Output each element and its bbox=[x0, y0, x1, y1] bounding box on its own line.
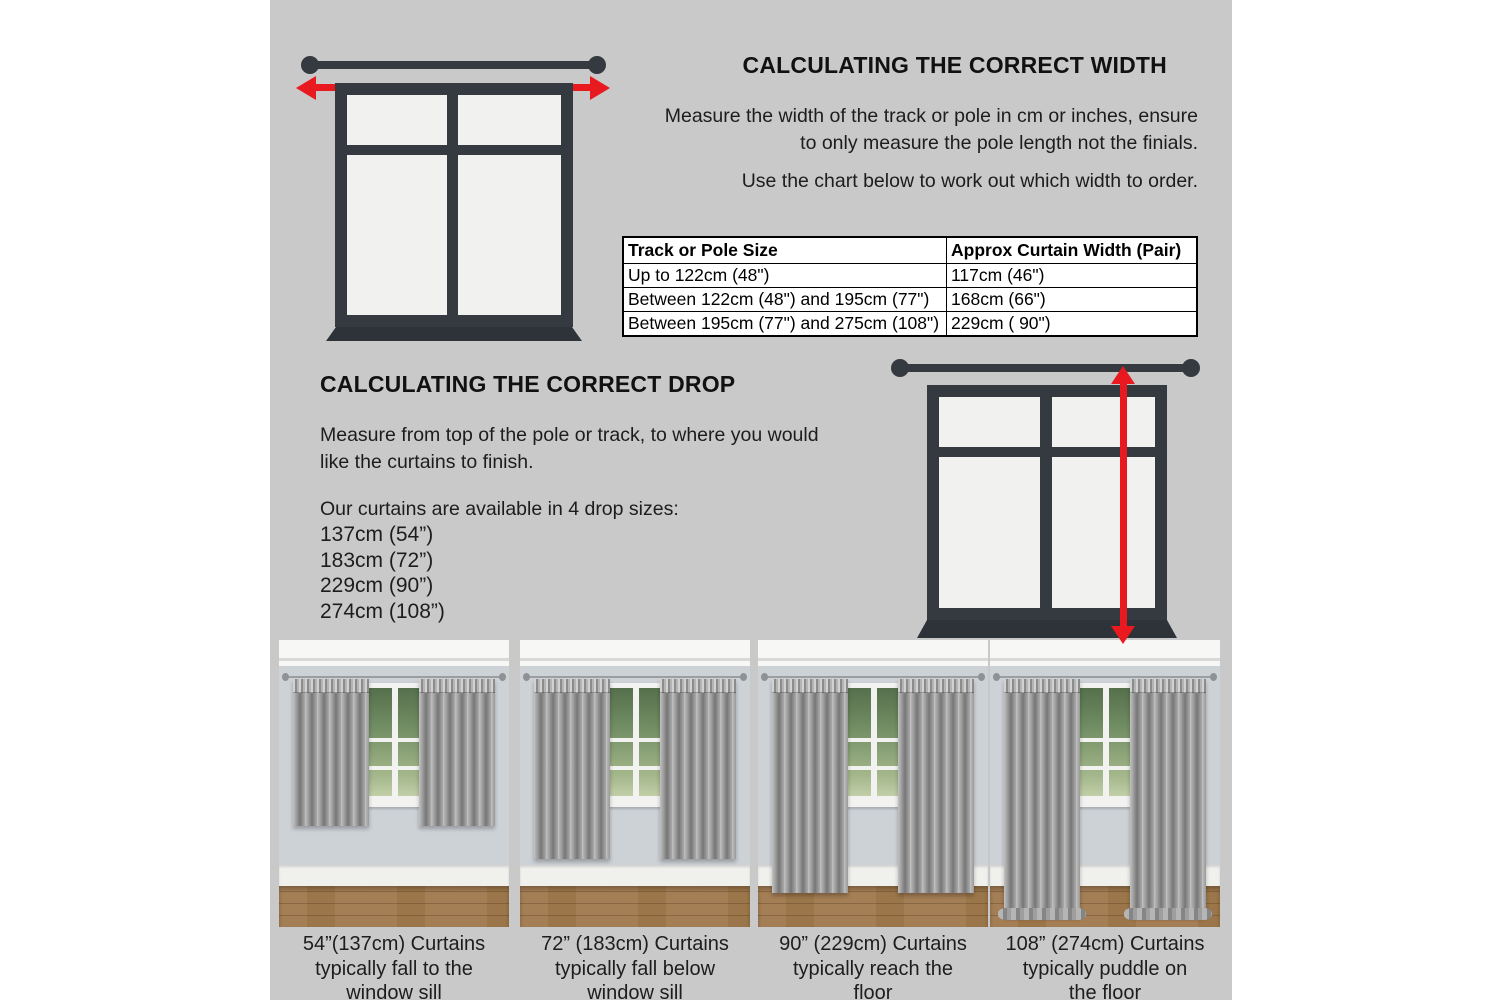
arrow-up-icon bbox=[1111, 366, 1135, 384]
window-pane bbox=[458, 95, 561, 145]
curtain-left bbox=[1004, 679, 1080, 916]
curtain-right bbox=[1130, 679, 1206, 916]
curtain-left bbox=[293, 679, 369, 826]
drop-size-item: 229cm (90”) bbox=[320, 574, 434, 597]
photo-curtain-pole bbox=[764, 676, 982, 678]
table-cell: Up to 122cm (48") bbox=[623, 264, 947, 288]
chart-note bbox=[620, 168, 1198, 195]
caption-line: 72” (183cm) Curtains bbox=[541, 933, 729, 955]
pole-finial-right-icon bbox=[499, 673, 506, 681]
paragraph-line: Use the chart below to work out which width to order. bbox=[741, 170, 1198, 192]
window-pane bbox=[347, 95, 447, 145]
ceiling-cornice bbox=[520, 640, 750, 666]
baseboard bbox=[520, 865, 750, 886]
window-illustration-width bbox=[335, 83, 573, 327]
photo-curtain-pole bbox=[285, 676, 503, 678]
caption-line: floor bbox=[853, 982, 893, 1000]
drop-section-title: CALCULATING THE CORRECT DROP bbox=[320, 371, 736, 397]
curtain-right bbox=[419, 679, 495, 826]
curtain-left bbox=[772, 679, 848, 893]
photo-caption-72 bbox=[520, 932, 750, 1000]
paragraph-line: to only measure the pole length not the finials. bbox=[800, 132, 1198, 154]
drop-measure-arrow bbox=[1120, 382, 1127, 626]
pole-finial-right-icon bbox=[1210, 673, 1217, 681]
caption-line: 108” (274cm) Curtains bbox=[1005, 933, 1205, 955]
photo-caption-54 bbox=[279, 932, 509, 1000]
caption-line: typically puddle on bbox=[1022, 957, 1188, 980]
curtain-pole-illustration bbox=[900, 364, 1191, 372]
pole-finial-right-icon bbox=[1182, 359, 1200, 377]
drop-example-column-72 bbox=[520, 640, 750, 1000]
arrow-down-icon bbox=[1111, 626, 1135, 644]
window-sill bbox=[326, 327, 582, 341]
caption-line: typically fall to the bbox=[315, 957, 473, 980]
drop-size-item: 274cm (108”) bbox=[320, 599, 445, 623]
curtain-pole-illustration bbox=[310, 61, 597, 69]
pole-finial-right-icon bbox=[978, 673, 985, 681]
table-header-pole-size: Track or Pole Size bbox=[623, 237, 947, 264]
photo-curtain-pole bbox=[996, 676, 1214, 678]
photo-curtain-pole bbox=[526, 676, 744, 678]
curtain-photo-90 bbox=[758, 640, 988, 927]
glazing-bar bbox=[633, 688, 639, 796]
caption-line: window sill bbox=[587, 982, 683, 1000]
pole-finial-left-icon bbox=[301, 56, 319, 74]
width-section-paragraph bbox=[620, 103, 1198, 157]
drop-section-paragraph bbox=[320, 422, 880, 476]
glazing-bar bbox=[1103, 688, 1109, 796]
table-cell: Between 195cm (77") and 275cm (108") bbox=[623, 312, 947, 337]
curtain-photo-54 bbox=[279, 640, 509, 927]
drop-sizes-intro: Our curtains are available in 4 drop sizes: bbox=[320, 498, 679, 520]
pole-finial-left-icon bbox=[282, 673, 289, 681]
pole-finial-left-icon bbox=[993, 673, 1000, 681]
arrow-right-icon bbox=[590, 76, 610, 100]
drop-size-item: 137cm (54”) bbox=[320, 523, 434, 546]
window-pane bbox=[347, 155, 447, 315]
pole-finial-right-icon bbox=[740, 673, 747, 681]
table-header-curtain-width: Approx Curtain Width (Pair) bbox=[947, 237, 1198, 264]
window-sill bbox=[917, 620, 1177, 638]
window-pane bbox=[939, 457, 1040, 608]
paragraph-line: like the curtains to finish. bbox=[320, 451, 534, 473]
curtain-right bbox=[660, 679, 736, 859]
table-row bbox=[623, 288, 1197, 312]
pole-finial-right-icon bbox=[588, 56, 606, 74]
caption-line: 90” (229cm) Curtains bbox=[779, 933, 967, 955]
window-pane bbox=[939, 397, 1040, 447]
drop-example-column-54 bbox=[279, 640, 509, 1000]
photo-caption-90 bbox=[758, 932, 988, 1000]
pole-finial-left-icon bbox=[523, 673, 530, 681]
photo-caption-108 bbox=[990, 932, 1220, 1000]
paragraph-line: Measure the width of the track or pole in cm or inches, ensure bbox=[664, 105, 1198, 127]
paragraph-line: Measure from top of the pole or track, to where you would bbox=[320, 424, 819, 446]
ceiling-cornice bbox=[758, 640, 988, 666]
table-cell: 229cm ( 90") bbox=[947, 312, 1198, 337]
ceiling-cornice bbox=[990, 640, 1220, 666]
window-pane bbox=[458, 155, 561, 315]
curtain-photo-108 bbox=[990, 640, 1220, 927]
table-cell: Between 122cm (48") and 195cm (77") bbox=[623, 288, 947, 312]
curtain-left bbox=[534, 679, 610, 859]
drop-sizes-list bbox=[320, 522, 445, 624]
wood-floor bbox=[520, 886, 750, 927]
pole-finial-left-icon bbox=[761, 673, 768, 681]
glazing-bar bbox=[871, 688, 877, 796]
window-illustration-drop bbox=[927, 385, 1167, 620]
window-pane bbox=[1052, 457, 1155, 608]
caption-line: the floor bbox=[1068, 982, 1142, 1000]
drop-example-column-108 bbox=[990, 640, 1220, 1000]
curtain-right bbox=[898, 679, 974, 893]
curtain-photo-72 bbox=[520, 640, 750, 927]
size-table bbox=[622, 236, 1198, 337]
width-section-title: CALCULATING THE CORRECT WIDTH bbox=[742, 52, 1167, 78]
table-row bbox=[623, 264, 1197, 288]
caption-line: typically fall below bbox=[554, 957, 716, 980]
infographic-canvas bbox=[270, 0, 1232, 1000]
arrow-left-icon bbox=[296, 76, 316, 100]
drop-size-item: 183cm (72”) bbox=[320, 548, 434, 572]
pole-finial-left-icon bbox=[891, 359, 909, 377]
drop-example-column-90 bbox=[758, 640, 988, 1000]
baseboard bbox=[279, 865, 509, 886]
table-header-row bbox=[623, 237, 1197, 264]
window-pane bbox=[1052, 397, 1155, 447]
caption-line: 54”(137cm) Curtains bbox=[302, 933, 486, 955]
ceiling-cornice bbox=[279, 640, 509, 666]
table-cell: 168cm (66") bbox=[947, 288, 1198, 312]
wood-floor bbox=[279, 886, 509, 927]
table-cell: 117cm (46") bbox=[947, 264, 1198, 288]
caption-line: typically reach the bbox=[792, 957, 954, 980]
glazing-bar bbox=[392, 688, 398, 796]
caption-line: window sill bbox=[346, 982, 442, 1000]
table-row bbox=[623, 312, 1197, 337]
